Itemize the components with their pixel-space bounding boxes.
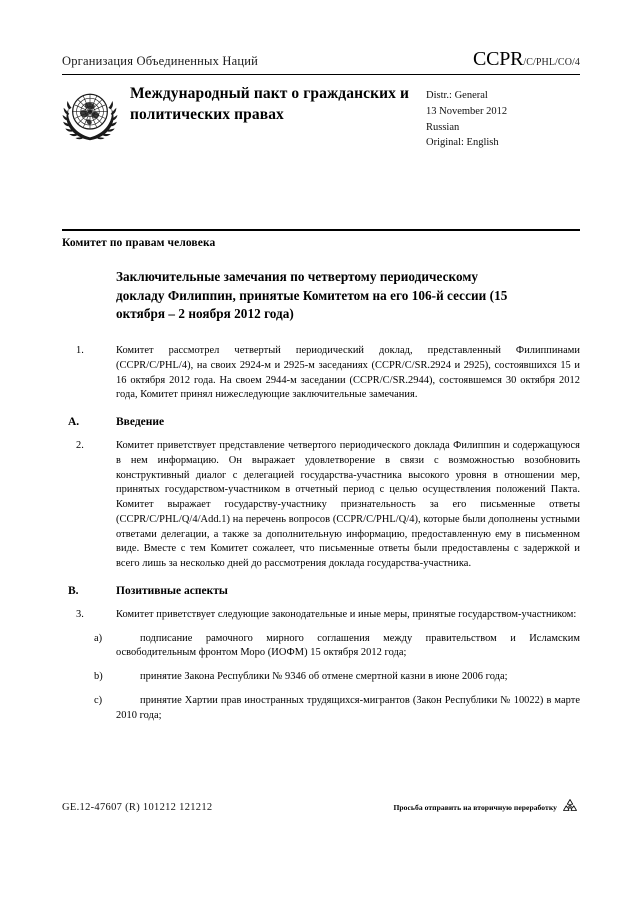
section-heading-b [62,585,580,597]
masthead [62,48,580,151]
list-item-b [62,670,580,685]
un-emblem-icon [62,87,118,143]
paragraph-3-text: Комитет приветствует следующие законодательные и иные меры, принятые государством-участником: [116,608,577,620]
list-item-a [62,632,580,662]
list-item-c-text: принятие Хартии прав иностранных трудящихся-мигрантов (Закон Республики № 10022) в марте 2010 года; [116,695,580,721]
distribution-block [426,88,576,151]
section-heading-a [62,416,580,428]
committee-name: Комитет по правам человека [62,237,216,249]
distr-language: Russian [426,121,460,133]
covenant-title: Международный пакт о гражданских и политических правах [130,85,410,123]
paragraph-2 [62,439,580,572]
organization-name: Организация Объединенных Наций [62,54,259,68]
paragraph-3-number: 3. [76,608,84,620]
distr-date: 13 November 2012 [426,105,508,117]
masthead-body-row [62,84,580,151]
document-symbol-suffix: /C/PHL/CO/4 [523,57,580,68]
list-item-c [62,694,580,724]
document-symbol [473,48,580,71]
document-body [62,344,580,733]
distr-line: Distr.: General [426,90,488,101]
recycle-text: Просьба отправить на вторичную переработку [393,802,557,812]
paragraph-3 [62,608,580,623]
ge-document-number: GE.12-47607 (R) 101212 121212 [62,801,213,813]
page-footer [62,797,580,817]
section-b-label: Позитивные аспекты [116,584,228,597]
paragraph-1-number: 1. [76,345,84,356]
list-item-a-text: подписание рамочного мирного соглашения между правительством и Исламским освободительным фронтом Моро (ИОФМ) 15 октября 2012 года; [116,632,580,659]
list-item-a-label: a) [94,632,103,644]
document-symbol-main: CCPR [472,48,524,70]
masthead-top-row [62,48,580,73]
section-a-letter: A. [68,416,80,429]
paragraph-2-number: 2. [76,440,84,452]
paragraph-1-text: Комитет рассмотрел четвертый периодический доклад, представленный Филиппинами (CCPR/C/PHL/4), на своих 2924-м и 2925-м заседаниях (CCPR/C/SR.2924 и 2925), состоявшихся 15 и 16 октября 2012 года. На своем 2944-м заседании (CCPR/C/SR.2944), состоявшемся 30 октября 2012 года, Комитет принял нижеследующие заключительные замечания. [116,345,580,401]
list-item-b-label: b) [94,671,103,683]
section-b-letter: B. [68,584,79,597]
paragraph-1 [62,344,580,403]
list-item-c-label: c) [94,695,103,707]
recycle-icon [560,797,580,817]
section-divider [62,229,580,231]
list-item-b-text: принятие Закона Республики № 9346 об отмене смертной казни в июне 2006 года; [140,671,508,683]
section-a-label: Введение [116,416,165,429]
masthead-divider [62,74,580,75]
page-title: Заключительные замечания по четвертому периодическому докладу Филиппин, принятые Комитетом на его 106-й сессии (15 октября – 2 ноября 2012 года) [116,269,508,322]
distr-original: Original: English [426,137,499,149]
paragraph-2-text: Комитет приветствует представление четвертого периодического доклада Филиппин и содержащуюся в нем информацию. Он выражает удовлетворение в связи с возможностью возобновить конструктивный диалог с делегацией государства-участника высокого уровня в отношении мер, принятых государством-участником в отчетный период с целью осуществления положений Пакта. Комитет выражает государству-участнику признательность за его письменные ответы (CCPR/C/PHL/Q/4/Add.1) на перечень вопросов (CCPR/C/PHL/Q/4), которые были дополнены устными ответами делегации, а также за дополнительную информацию, предоставленную ему в письменном виде. Вместе с тем Комитет сожалеет, что письменные ответы были предоставлены с задержкой и всего лишь за несколько дней до рассмотрения доклада государства-участника. [116,440,580,570]
recycle-notice [393,797,580,817]
